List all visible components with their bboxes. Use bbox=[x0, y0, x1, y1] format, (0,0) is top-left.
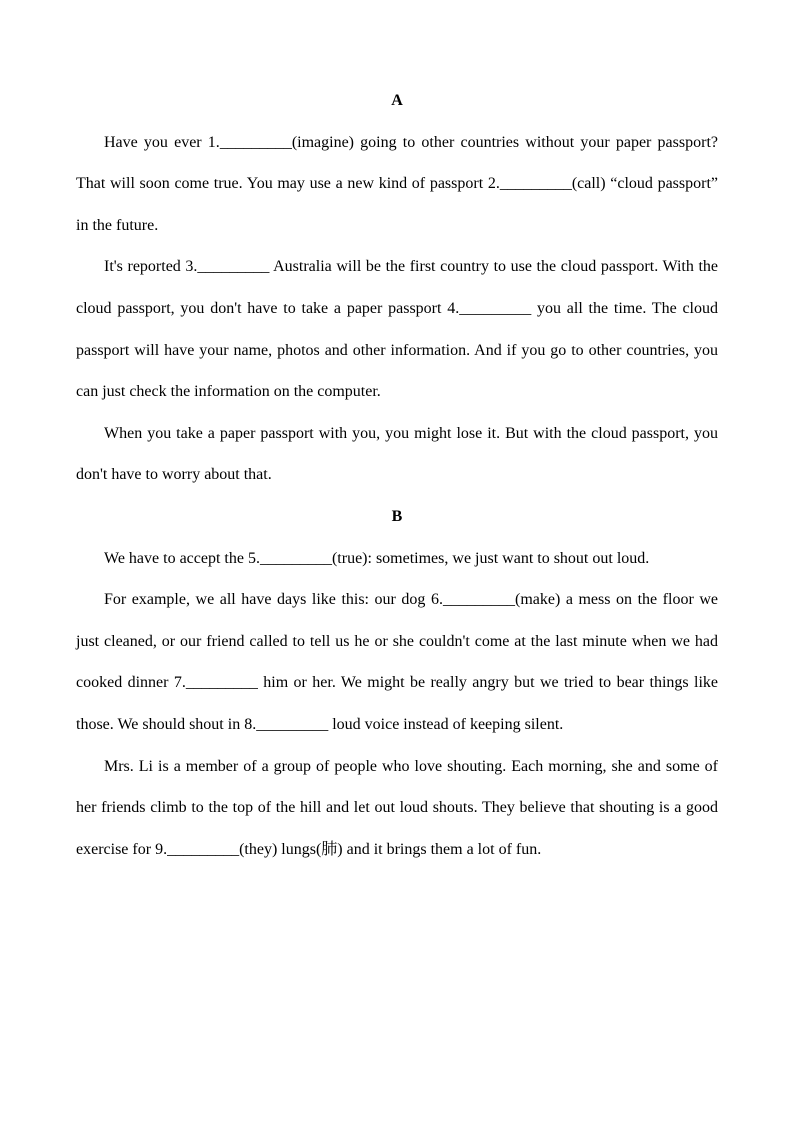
paragraph-a2: It's reported 3._________ Australia will be the first country to use the cloud passport. With the cloud passport, you don't have to take a paper passport 4._________ you all the time. The cloud passport will have your name, photos and other information. And if you go to other countries, you can just check the information on the computer. bbox=[76, 258, 719, 401]
blank-5[interactable]: _________ bbox=[259, 549, 332, 567]
paragraph-b3: Mrs. Li is a member of a group of people who love shouting. Each morning, she and some of her friends climb to the top of the hill and let out loud shouts. They believe that shouting is a good exercise for 9._________(they) lungs(肺) and it brings them a lot of fun. bbox=[76, 757, 718, 858]
paragraph-b1: We have to accept the 5._________(true): sometimes, we just want to shout out loud. bbox=[104, 549, 650, 567]
section-b-heading: B bbox=[391, 507, 403, 525]
paragraph-b2: For example, we all have days like this: our dog 6._________(make) a mess on the floor we just cleaned, or our friend called to tell us he or she couldn't come at the last minute when we had cooked dinner 7._________ him or her. We might be really angry but we tried to bear things like those. We should shout in 8._________ loud voice instead of keeping silent. bbox=[76, 591, 718, 733]
blank-9[interactable]: _________ bbox=[167, 840, 240, 858]
blank-8[interactable]: _________ bbox=[256, 715, 329, 733]
blank-7[interactable]: _________ bbox=[185, 674, 258, 692]
blank-6[interactable]: _________ bbox=[442, 591, 515, 609]
paragraph-a3: When you take a paper passport with you, you might lose it. But with the cloud passport, you don't have to worry about that. bbox=[76, 424, 718, 484]
blank-3[interactable]: _________ bbox=[197, 258, 270, 276]
worksheet-page bbox=[76, 80, 718, 870]
paragraph-a1: Have you ever 1._________(imagine) going to other countries without your paper passport? That will soon come true. You may use a new kind of passport 2._________(call) “cloud passport” in the future. bbox=[76, 133, 719, 234]
blank-1[interactable]: _________ bbox=[219, 133, 292, 151]
blank-2[interactable]: _________ bbox=[499, 175, 572, 193]
section-a-heading: A bbox=[391, 92, 403, 109]
blank-4[interactable]: _________ bbox=[459, 299, 532, 317]
